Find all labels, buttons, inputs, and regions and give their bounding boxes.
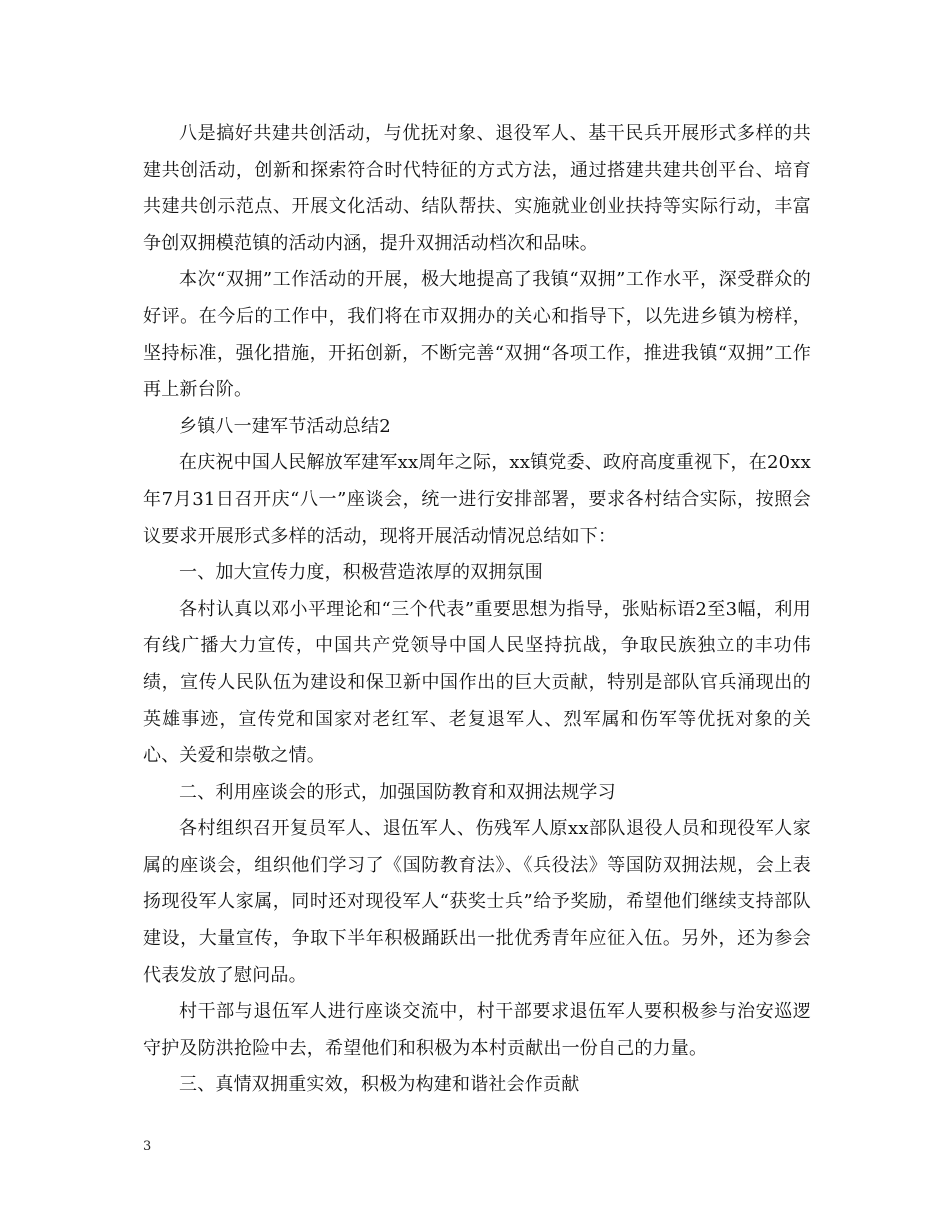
section-heading-3: 三、真情双拥重实效，积极为构建和谐社会作贡献	[179, 1074, 580, 1096]
document-body	[143, 116, 811, 1104]
section-heading-2: 二、利用座谈会的形式，加强国防教育和双拥法规学习	[179, 781, 616, 803]
section-heading-1: 一、加大宣传力度，积极营造浓厚的双拥氛围	[179, 562, 543, 584]
section-title: 乡镇八一建军节活动总结2	[179, 415, 391, 437]
paragraph-1: 八是搞好共建共创活动，与优抚对象、退役军人、基干民兵开展形式多样的共建共创活动，创新和探索符合时代特征的方式方法，通过搭建共建共创平台、培育共建共创示范点、开展文化活动、结队帮扶、实施就业创业扶持等实际行动，丰富争创双拥模范镇的活动内涵，提升双拥活动档次和品味。	[143, 123, 811, 254]
paragraph-3: 在庆祝中国人民解放军建军xx周年之际，xx镇党委、政府高度重视下，在20xx年7月31日召开庆“八一”座谈会，统一进行安排部署，要求各村结合实际，按照会议要求开展形式多样的活动，现将开展活动情况总结如下：	[143, 452, 811, 547]
paragraph-4: 各村认真以邓小平理论和“三个代表”重要思想为指导，张贴标语2至3幅，利用有线广播大力宣传，中国共产党领导中国人民坚持抗战，争取民族独立的丰功伟绩，宣传人民队伍为建设和保卫新中国作出的巨大贡献，特别是部队官兵涌现出的英雄事迹，宣传党和国家对老红军、老复退军人、烈军属和伤军等优抚对象的关心、关爱和崇敬之情。	[143, 598, 811, 767]
page-number: 3	[143, 1139, 152, 1154]
paragraph-6: 村干部与退伍军人进行座谈交流中，村干部要求退伍军人要积极参与治安巡逻守护及防洪抢险中去，希望他们和积极为本村贡献出一份自己的力量。	[143, 1001, 811, 1059]
paragraph-2: 本次“双拥”工作活动的开展，极大地提高了我镇“双拥”工作水平，深受群众的好评。在今后的工作中，我们将在市双拥办的关心和指导下，以先进乡镇为榜样，坚持标准，强化措施，开拓创新，不断完善“双拥“各项工作，推进我镇“双拥”工作再上新台阶。	[143, 269, 811, 401]
paragraph-5: 各村组织召开复员军人、退伍军人、伤残军人原xx部队退役人员和现役军人家属的座谈会，组织他们学习了《国防教育法》、《兵役法》等国防双拥法规，会上表扬现役军人家属，同时还对现役军人“获奖士兵”给予奖励，希望他们继续支持部队建设，大量宣传，争取下半年积极踊跃出一批优秀青年应征入伍。另外，还为参会代表发放了慰问品。	[143, 818, 811, 986]
